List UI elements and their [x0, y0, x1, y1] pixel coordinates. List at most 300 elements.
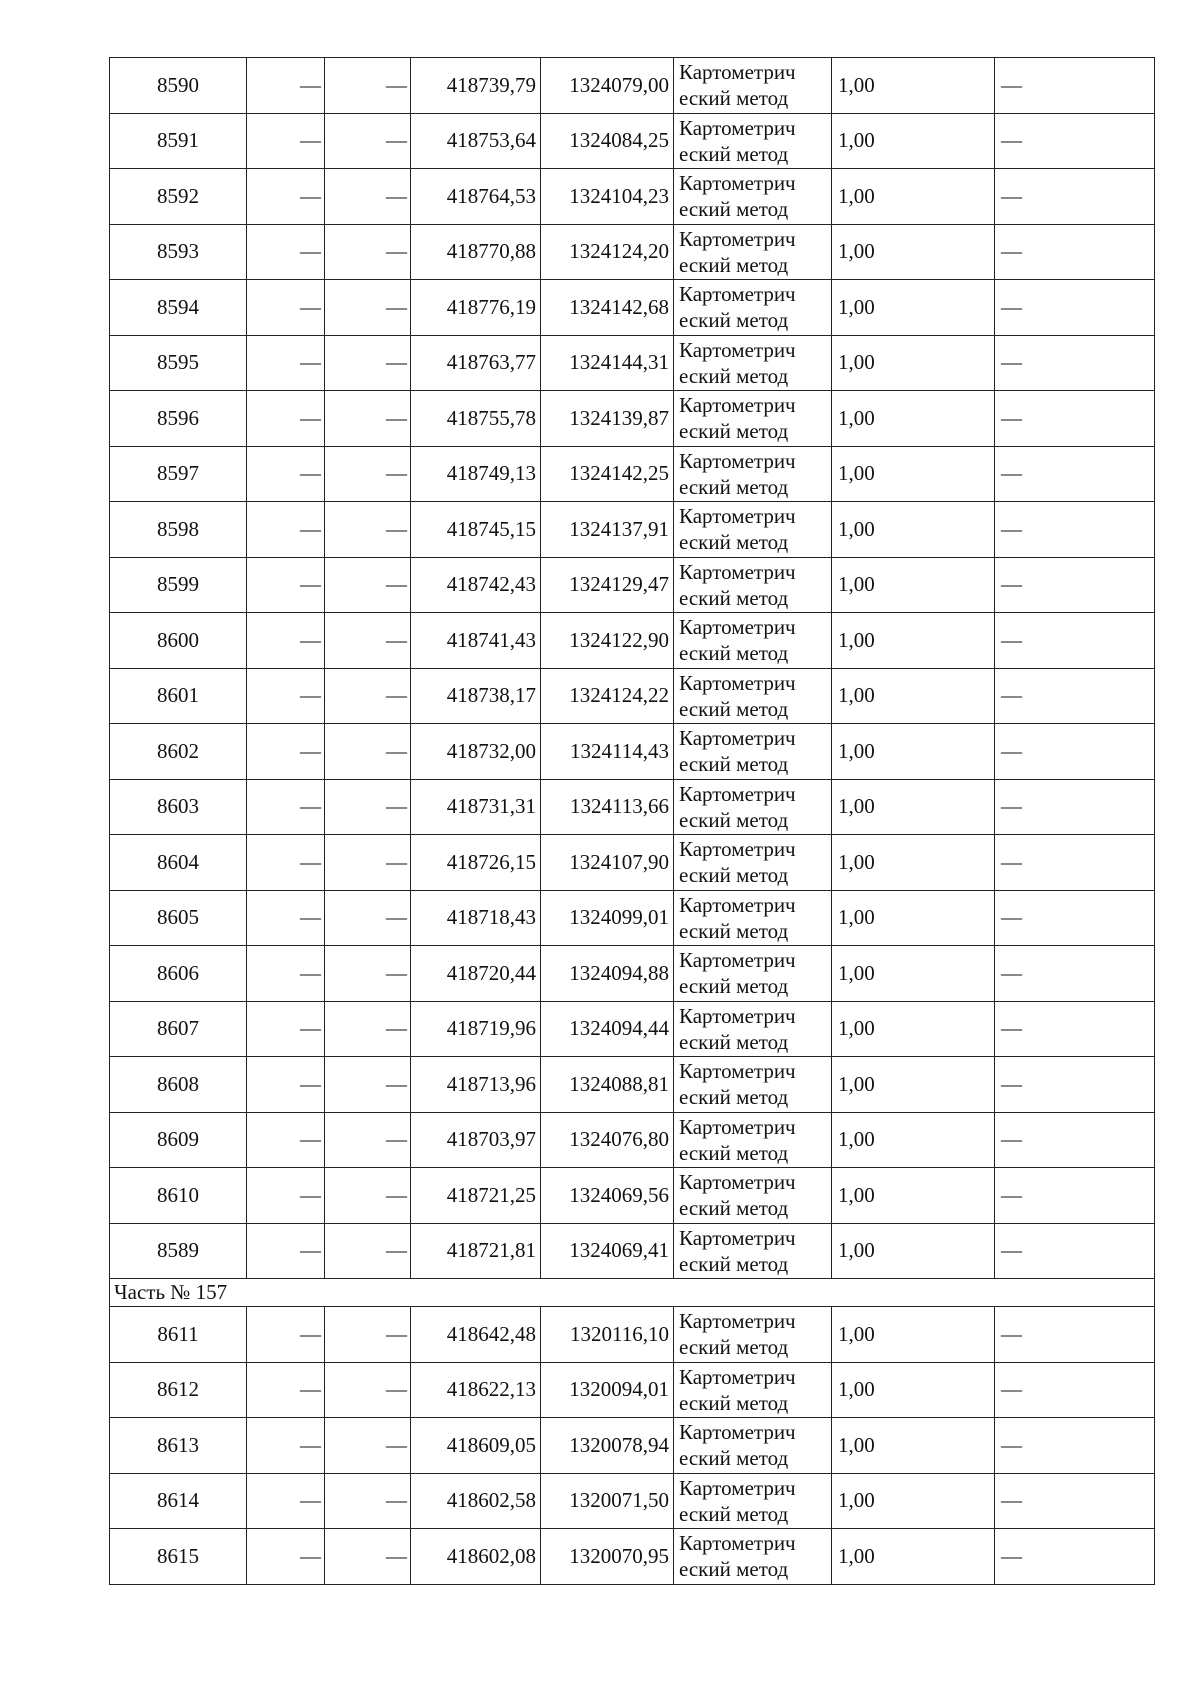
- description-dash-cell: —: [995, 1362, 1155, 1418]
- empty-dash-cell: —: [325, 1112, 411, 1168]
- method-line: Картометрич: [679, 1420, 796, 1445]
- method-line: еский метод: [679, 1390, 789, 1415]
- method-line: еский метод: [679, 1196, 789, 1221]
- method-line: еский метод: [679, 1251, 789, 1276]
- y-coordinate-cell: 1324142,25: [541, 446, 674, 502]
- description-dash-cell: —: [995, 1057, 1155, 1113]
- y-coordinate-cell: 1320070,95: [541, 1529, 674, 1585]
- point-number-cell: 8595: [110, 335, 247, 391]
- method-line: Картометрич: [679, 115, 796, 140]
- y-coordinate-cell: 1324124,22: [541, 668, 674, 724]
- x-coordinate-cell: 418726,15: [411, 835, 541, 891]
- empty-dash-cell: —: [325, 446, 411, 502]
- table-row: [110, 1473, 1155, 1529]
- description-dash-cell: —: [995, 1418, 1155, 1474]
- y-coordinate-cell: 1320071,50: [541, 1473, 674, 1529]
- method-cell: [674, 280, 832, 336]
- empty-dash-cell: —: [247, 446, 325, 502]
- table-row: [110, 280, 1155, 336]
- method-cell: [674, 1001, 832, 1057]
- description-dash-cell: —: [995, 779, 1155, 835]
- x-coordinate-cell: 418776,19: [411, 280, 541, 336]
- description-dash-cell: —: [995, 1473, 1155, 1529]
- method-line: Картометрич: [679, 837, 796, 862]
- empty-dash-cell: —: [247, 779, 325, 835]
- method-cell: [674, 446, 832, 502]
- x-coordinate-cell: 418732,00: [411, 724, 541, 780]
- point-number-cell: 8606: [110, 946, 247, 1002]
- y-coordinate-cell: 1324139,87: [541, 391, 674, 447]
- accuracy-cell: 1,00: [832, 1307, 995, 1363]
- accuracy-cell: 1,00: [832, 391, 995, 447]
- empty-dash-cell: —: [325, 1223, 411, 1279]
- point-number-cell: 8602: [110, 724, 247, 780]
- table-row: [110, 1112, 1155, 1168]
- method-line: еский метод: [679, 1029, 789, 1054]
- description-dash-cell: —: [995, 668, 1155, 724]
- method-cell: [674, 1362, 832, 1418]
- table-row: [110, 779, 1155, 835]
- method-line: еский метод: [679, 641, 789, 666]
- point-number-cell: 8600: [110, 613, 247, 669]
- empty-dash-cell: —: [325, 779, 411, 835]
- x-coordinate-cell: 418763,77: [411, 335, 541, 391]
- description-dash-cell: —: [995, 613, 1155, 669]
- empty-dash-cell: —: [247, 335, 325, 391]
- empty-dash-cell: —: [247, 1473, 325, 1529]
- method-line: Картометрич: [679, 892, 796, 917]
- x-coordinate-cell: 418718,43: [411, 890, 541, 946]
- empty-dash-cell: —: [325, 1418, 411, 1474]
- table-body: [110, 58, 1155, 1585]
- accuracy-cell: 1,00: [832, 1529, 995, 1585]
- method-line: еский метод: [679, 1085, 789, 1110]
- accuracy-cell: 1,00: [832, 779, 995, 835]
- description-dash-cell: —: [995, 1223, 1155, 1279]
- method-line: еский метод: [679, 363, 789, 388]
- table-row: [110, 668, 1155, 724]
- method-cell: [674, 724, 832, 780]
- method-line: еский метод: [679, 530, 789, 555]
- method-line: Картометрич: [679, 171, 796, 196]
- description-dash-cell: —: [995, 280, 1155, 336]
- description-dash-cell: —: [995, 1307, 1155, 1363]
- y-coordinate-cell: 1320116,10: [541, 1307, 674, 1363]
- method-line: Картометрич: [679, 615, 796, 640]
- accuracy-cell: 1,00: [832, 1362, 995, 1418]
- method-line: Картометрич: [679, 337, 796, 362]
- method-line: Картометрич: [679, 393, 796, 418]
- point-number-cell: 8614: [110, 1473, 247, 1529]
- empty-dash-cell: —: [247, 1307, 325, 1363]
- table-row: [110, 1223, 1155, 1279]
- table-row: [110, 391, 1155, 447]
- y-coordinate-cell: 1324084,25: [541, 113, 674, 169]
- empty-dash-cell: —: [325, 835, 411, 891]
- method-cell: [674, 835, 832, 891]
- empty-dash-cell: —: [325, 1362, 411, 1418]
- empty-dash-cell: —: [247, 946, 325, 1002]
- method-line: Картометрич: [679, 226, 796, 251]
- y-coordinate-cell: 1324099,01: [541, 890, 674, 946]
- method-line: Картометрич: [679, 60, 796, 85]
- description-dash-cell: —: [995, 557, 1155, 613]
- method-line: Картометрич: [679, 559, 796, 584]
- method-line: еский метод: [679, 752, 789, 777]
- point-number-cell: 8611: [110, 1307, 247, 1363]
- method-line: еский метод: [679, 696, 789, 721]
- table-row: [110, 890, 1155, 946]
- x-coordinate-cell: 418602,08: [411, 1529, 541, 1585]
- empty-dash-cell: —: [247, 724, 325, 780]
- description-dash-cell: —: [995, 113, 1155, 169]
- accuracy-cell: 1,00: [832, 1418, 995, 1474]
- y-coordinate-cell: 1324088,81: [541, 1057, 674, 1113]
- y-coordinate-cell: 1324094,88: [541, 946, 674, 1002]
- table-row: [110, 169, 1155, 225]
- y-coordinate-cell: 1324079,00: [541, 58, 674, 114]
- accuracy-cell: 1,00: [832, 169, 995, 225]
- point-number-cell: 8592: [110, 169, 247, 225]
- x-coordinate-cell: 418719,96: [411, 1001, 541, 1057]
- empty-dash-cell: —: [325, 169, 411, 225]
- method-line: Картометрич: [679, 948, 796, 973]
- accuracy-cell: 1,00: [832, 1473, 995, 1529]
- method-line: Картометрич: [679, 1059, 796, 1084]
- method-line: Картометрич: [679, 504, 796, 529]
- y-coordinate-cell: 1324069,56: [541, 1168, 674, 1224]
- accuracy-cell: 1,00: [832, 1223, 995, 1279]
- accuracy-cell: 1,00: [832, 1057, 995, 1113]
- y-coordinate-cell: 1320078,94: [541, 1418, 674, 1474]
- accuracy-cell: 1,00: [832, 224, 995, 280]
- method-cell: [674, 1223, 832, 1279]
- accuracy-cell: 1,00: [832, 724, 995, 780]
- method-line: еский метод: [679, 863, 789, 888]
- empty-dash-cell: —: [325, 1473, 411, 1529]
- method-cell: [674, 946, 832, 1002]
- accuracy-cell: 1,00: [832, 668, 995, 724]
- method-line: Картометрич: [679, 781, 796, 806]
- empty-dash-cell: —: [247, 835, 325, 891]
- y-coordinate-cell: 1320094,01: [541, 1362, 674, 1418]
- method-cell: [674, 113, 832, 169]
- table-row: [110, 58, 1155, 114]
- description-dash-cell: —: [995, 1529, 1155, 1585]
- table-row: [110, 835, 1155, 891]
- x-coordinate-cell: 418764,53: [411, 169, 541, 225]
- x-coordinate-cell: 418609,05: [411, 1418, 541, 1474]
- point-number-cell: 8599: [110, 557, 247, 613]
- method-line: Картометрич: [679, 1364, 796, 1389]
- method-line: Картометрич: [679, 670, 796, 695]
- x-coordinate-cell: 418721,81: [411, 1223, 541, 1279]
- description-dash-cell: —: [995, 1112, 1155, 1168]
- x-coordinate-cell: 418720,44: [411, 946, 541, 1002]
- table-row: [110, 946, 1155, 1002]
- method-line: Картометрич: [679, 1309, 796, 1334]
- x-coordinate-cell: 418745,15: [411, 502, 541, 558]
- x-coordinate-cell: 418749,13: [411, 446, 541, 502]
- accuracy-cell: 1,00: [832, 335, 995, 391]
- accuracy-cell: 1,00: [832, 557, 995, 613]
- method-cell: [674, 169, 832, 225]
- accuracy-cell: 1,00: [832, 890, 995, 946]
- description-dash-cell: —: [995, 1001, 1155, 1057]
- y-coordinate-cell: 1324113,66: [541, 779, 674, 835]
- table-row: [110, 1418, 1155, 1474]
- method-cell: [674, 1168, 832, 1224]
- x-coordinate-cell: 418721,25: [411, 1168, 541, 1224]
- method-line: еский метод: [679, 918, 789, 943]
- method-line: Картометрич: [679, 282, 796, 307]
- description-dash-cell: —: [995, 835, 1155, 891]
- y-coordinate-cell: 1324142,68: [541, 280, 674, 336]
- description-dash-cell: —: [995, 1168, 1155, 1224]
- accuracy-cell: 1,00: [832, 113, 995, 169]
- y-coordinate-cell: 1324104,23: [541, 169, 674, 225]
- point-number-cell: 8607: [110, 1001, 247, 1057]
- empty-dash-cell: —: [247, 391, 325, 447]
- table-row: [110, 1529, 1155, 1585]
- description-dash-cell: —: [995, 724, 1155, 780]
- point-number-cell: 8596: [110, 391, 247, 447]
- point-number-cell: 8590: [110, 58, 247, 114]
- description-dash-cell: —: [995, 335, 1155, 391]
- section-heading-row: [110, 1279, 1155, 1307]
- description-dash-cell: —: [995, 446, 1155, 502]
- method-line: Картометрич: [679, 1003, 796, 1028]
- y-coordinate-cell: 1324069,41: [541, 1223, 674, 1279]
- empty-dash-cell: —: [325, 1001, 411, 1057]
- table-row: [110, 1168, 1155, 1224]
- method-line: Картометрич: [679, 448, 796, 473]
- accuracy-cell: 1,00: [832, 946, 995, 1002]
- x-coordinate-cell: 418642,48: [411, 1307, 541, 1363]
- method-line: еский метод: [679, 308, 789, 333]
- empty-dash-cell: —: [325, 113, 411, 169]
- table-row: [110, 613, 1155, 669]
- x-coordinate-cell: 418770,88: [411, 224, 541, 280]
- empty-dash-cell: —: [247, 1529, 325, 1585]
- x-coordinate-cell: 418738,17: [411, 668, 541, 724]
- empty-dash-cell: —: [325, 613, 411, 669]
- point-number-cell: 8605: [110, 890, 247, 946]
- y-coordinate-cell: 1324129,47: [541, 557, 674, 613]
- point-number-cell: 8598: [110, 502, 247, 558]
- point-number-cell: 8589: [110, 1223, 247, 1279]
- empty-dash-cell: —: [247, 502, 325, 558]
- y-coordinate-cell: 1324122,90: [541, 613, 674, 669]
- method-line: еский метод: [679, 1446, 789, 1471]
- table-row: [110, 335, 1155, 391]
- point-number-cell: 8594: [110, 280, 247, 336]
- table-row: [110, 1307, 1155, 1363]
- x-coordinate-cell: 418622,13: [411, 1362, 541, 1418]
- empty-dash-cell: —: [325, 224, 411, 280]
- accuracy-cell: 1,00: [832, 1112, 995, 1168]
- empty-dash-cell: —: [247, 557, 325, 613]
- empty-dash-cell: —: [325, 1307, 411, 1363]
- table-row: [110, 724, 1155, 780]
- x-coordinate-cell: 418742,43: [411, 557, 541, 613]
- method-line: еский метод: [679, 474, 789, 499]
- method-line: еский метод: [679, 585, 789, 610]
- empty-dash-cell: —: [247, 169, 325, 225]
- y-coordinate-cell: 1324076,80: [541, 1112, 674, 1168]
- method-cell: [674, 1112, 832, 1168]
- description-dash-cell: —: [995, 169, 1155, 225]
- point-number-cell: 8615: [110, 1529, 247, 1585]
- empty-dash-cell: —: [247, 668, 325, 724]
- empty-dash-cell: —: [247, 1223, 325, 1279]
- point-number-cell: 8604: [110, 835, 247, 891]
- method-line: еский метод: [679, 1140, 789, 1165]
- point-number-cell: 8601: [110, 668, 247, 724]
- x-coordinate-cell: 418741,43: [411, 613, 541, 669]
- description-dash-cell: —: [995, 890, 1155, 946]
- method-cell: [674, 1057, 832, 1113]
- method-cell: [674, 391, 832, 447]
- point-number-cell: 8591: [110, 113, 247, 169]
- table-row: [110, 557, 1155, 613]
- accuracy-cell: 1,00: [832, 58, 995, 114]
- y-coordinate-cell: 1324107,90: [541, 835, 674, 891]
- empty-dash-cell: —: [325, 502, 411, 558]
- table-row: [110, 446, 1155, 502]
- method-line: еский метод: [679, 1557, 789, 1582]
- method-line: еский метод: [679, 86, 789, 111]
- y-coordinate-cell: 1324124,20: [541, 224, 674, 280]
- empty-dash-cell: —: [325, 335, 411, 391]
- description-dash-cell: —: [995, 224, 1155, 280]
- method-line: еский метод: [679, 1501, 789, 1526]
- method-line: Картометрич: [679, 1114, 796, 1139]
- empty-dash-cell: —: [325, 1168, 411, 1224]
- empty-dash-cell: —: [325, 391, 411, 447]
- table-row: [110, 1001, 1155, 1057]
- method-line: еский метод: [679, 974, 789, 999]
- empty-dash-cell: —: [325, 1529, 411, 1585]
- description-dash-cell: —: [995, 58, 1155, 114]
- method-cell: [674, 335, 832, 391]
- description-dash-cell: —: [995, 502, 1155, 558]
- method-line: еский метод: [679, 807, 789, 832]
- y-coordinate-cell: 1324114,43: [541, 724, 674, 780]
- empty-dash-cell: —: [247, 1057, 325, 1113]
- empty-dash-cell: —: [247, 613, 325, 669]
- point-number-cell: 8610: [110, 1168, 247, 1224]
- point-number-cell: 8612: [110, 1362, 247, 1418]
- method-cell: [674, 58, 832, 114]
- x-coordinate-cell: 418703,97: [411, 1112, 541, 1168]
- empty-dash-cell: —: [247, 1112, 325, 1168]
- method-line: еский метод: [679, 252, 789, 277]
- point-number-cell: 8603: [110, 779, 247, 835]
- accuracy-cell: 1,00: [832, 446, 995, 502]
- method-line: Картометрич: [679, 1531, 796, 1556]
- accuracy-cell: 1,00: [832, 835, 995, 891]
- method-cell: [674, 1307, 832, 1363]
- method-line: Картометрич: [679, 1225, 796, 1250]
- empty-dash-cell: —: [247, 113, 325, 169]
- empty-dash-cell: —: [247, 1362, 325, 1418]
- point-number-cell: 8597: [110, 446, 247, 502]
- x-coordinate-cell: 418731,31: [411, 779, 541, 835]
- x-coordinate-cell: 418602,58: [411, 1473, 541, 1529]
- method-cell: [674, 890, 832, 946]
- point-number-cell: 8593: [110, 224, 247, 280]
- empty-dash-cell: —: [247, 1168, 325, 1224]
- accuracy-cell: 1,00: [832, 1168, 995, 1224]
- table-row: [110, 113, 1155, 169]
- empty-dash-cell: —: [325, 668, 411, 724]
- description-dash-cell: —: [995, 946, 1155, 1002]
- x-coordinate-cell: 418739,79: [411, 58, 541, 114]
- accuracy-cell: 1,00: [832, 502, 995, 558]
- x-coordinate-cell: 418755,78: [411, 391, 541, 447]
- empty-dash-cell: —: [325, 890, 411, 946]
- empty-dash-cell: —: [325, 724, 411, 780]
- method-cell: [674, 557, 832, 613]
- method-cell: [674, 779, 832, 835]
- point-number-cell: 8609: [110, 1112, 247, 1168]
- method-cell: [674, 1418, 832, 1474]
- empty-dash-cell: —: [247, 1001, 325, 1057]
- empty-dash-cell: —: [325, 557, 411, 613]
- method-line: еский метод: [679, 141, 789, 166]
- method-line: еский метод: [679, 1335, 789, 1360]
- empty-dash-cell: —: [325, 946, 411, 1002]
- empty-dash-cell: —: [247, 280, 325, 336]
- method-cell: [674, 502, 832, 558]
- accuracy-cell: 1,00: [832, 1001, 995, 1057]
- accuracy-cell: 1,00: [832, 280, 995, 336]
- table-row: [110, 502, 1155, 558]
- empty-dash-cell: —: [247, 58, 325, 114]
- table-row: [110, 1057, 1155, 1113]
- point-number-cell: 8613: [110, 1418, 247, 1474]
- method-line: Картометрич: [679, 1475, 796, 1500]
- x-coordinate-cell: 418713,96: [411, 1057, 541, 1113]
- method-cell: [674, 668, 832, 724]
- table-row: [110, 224, 1155, 280]
- empty-dash-cell: —: [325, 280, 411, 336]
- y-coordinate-cell: 1324137,91: [541, 502, 674, 558]
- accuracy-cell: 1,00: [832, 613, 995, 669]
- empty-dash-cell: —: [247, 1418, 325, 1474]
- y-coordinate-cell: 1324094,44: [541, 1001, 674, 1057]
- point-number-cell: 8608: [110, 1057, 247, 1113]
- method-cell: [674, 224, 832, 280]
- section-heading: Часть № 157: [110, 1279, 1155, 1307]
- table-row: [110, 1362, 1155, 1418]
- empty-dash-cell: —: [325, 58, 411, 114]
- method-cell: [674, 1473, 832, 1529]
- method-line: Картометрич: [679, 1170, 796, 1195]
- method-cell: [674, 1529, 832, 1585]
- coordinates-table: [109, 57, 1155, 1585]
- x-coordinate-cell: 418753,64: [411, 113, 541, 169]
- empty-dash-cell: —: [247, 224, 325, 280]
- empty-dash-cell: —: [247, 890, 325, 946]
- method-line: Картометрич: [679, 726, 796, 751]
- method-cell: [674, 613, 832, 669]
- method-line: еский метод: [679, 419, 789, 444]
- description-dash-cell: —: [995, 391, 1155, 447]
- empty-dash-cell: —: [325, 1057, 411, 1113]
- y-coordinate-cell: 1324144,31: [541, 335, 674, 391]
